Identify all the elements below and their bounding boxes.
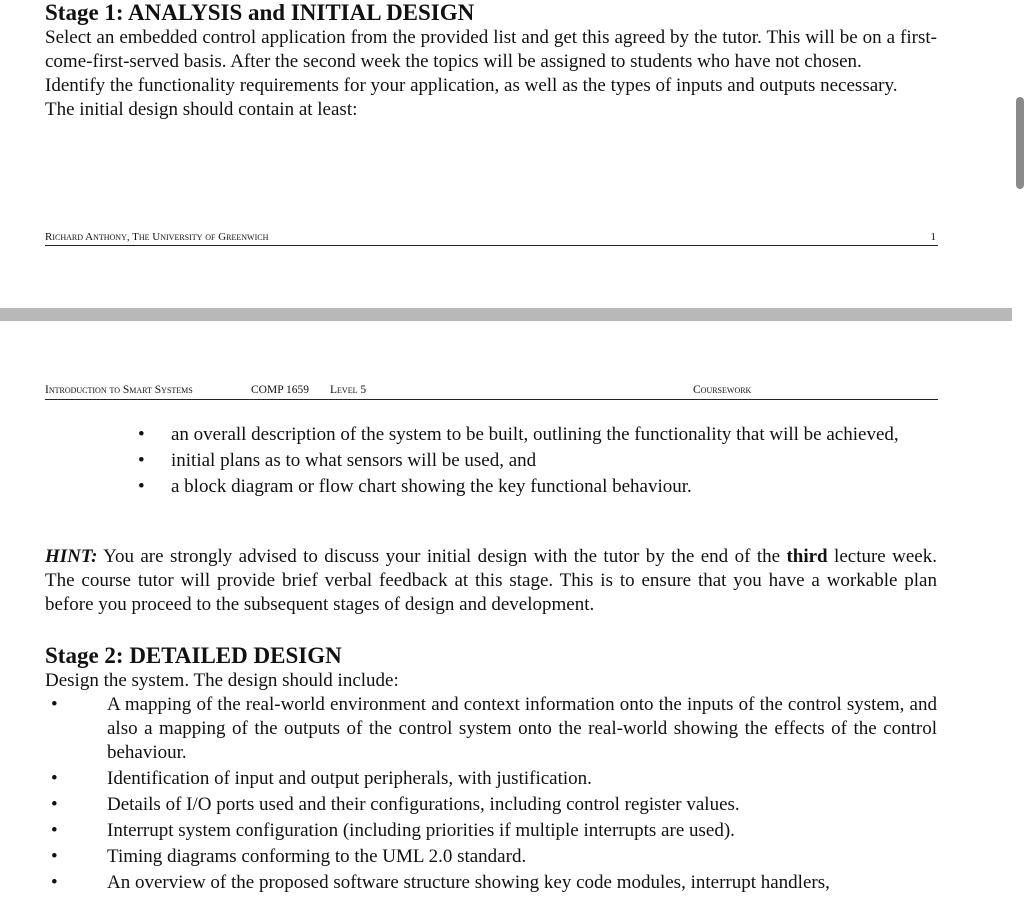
- stage2-intro: Design the system. The design should include:: [45, 670, 399, 691]
- list-item: [45, 871, 937, 895]
- list-item: [128, 449, 938, 473]
- list-item: [45, 845, 937, 869]
- hint-label: HINT:: [45, 546, 98, 567]
- header-title: Introduction to Smart Systems: [45, 384, 193, 396]
- page1-body: [45, 0, 937, 122]
- stage2-section: [45, 643, 937, 897]
- list-item: [45, 693, 937, 765]
- bullet-icon: •: [51, 872, 58, 893]
- stage1-para-select: Select an embedded control application from the provided list and get this agreed by the tutor. This will be on a first-come-first-served basis. After the second week the topics will be assigned to students who have not chosen.: [45, 27, 937, 72]
- bullet-icon: •: [138, 424, 145, 445]
- list-item: [45, 819, 937, 843]
- header-course-code: COMP 1659: [251, 384, 310, 396]
- bullet-icon: •: [51, 768, 58, 789]
- hint-text-after: lecture week. The course tutor will provide brief verbal feedback at this stage. This is to ensure that you have a workable plan before you proceed to the subsequent stages of design and development.: [45, 546, 937, 615]
- stage1-para-identify: Identify the functionality requirements for your application, as well as the types of inputs and outputs necessary.: [45, 75, 898, 96]
- hint-paragraph: [45, 545, 937, 617]
- stage1-heading: Stage 1: ANALYSIS and INITIAL DESIGN: [45, 0, 475, 25]
- list-item-text: Identification of input and output peripherals, with justification.: [107, 768, 592, 789]
- stage1-para-initial-design: The initial design should contain at least:: [45, 99, 358, 120]
- scrollbar-thumb[interactable]: [1016, 97, 1024, 189]
- hint-text-before: You are strongly advised to discuss your initial design with the tutor by the end of the: [97, 546, 787, 567]
- list-item-text: Timing diagrams conforming to the UML 2.0 standard.: [107, 846, 527, 867]
- hint-emphasis: third: [786, 546, 828, 567]
- header-level: Level 5: [330, 384, 367, 396]
- list-item-text: an overall description of the system to be built, outlining the functionality that will be achieved,: [171, 424, 899, 445]
- footer-author: Richard Anthony, The University of Greenwich: [45, 231, 269, 243]
- stage1-requirements-list: [128, 423, 938, 501]
- bullet-icon: •: [51, 794, 58, 815]
- list-item: [45, 793, 937, 817]
- bullet-icon: •: [51, 820, 58, 841]
- list-item-text: a block diagram or flow chart showing the key functional behaviour.: [171, 476, 692, 497]
- stage2-heading: Stage 2: DETAILED DESIGN: [45, 643, 342, 668]
- list-item-text: initial plans as to what sensors will be used, and: [171, 450, 537, 471]
- list-item-text: A mapping of the real-world environment and context information onto the inputs of the control system, and also a mapping of the outputs of the control system onto the real-world showing the effects of the control behaviour.: [107, 694, 937, 763]
- bullet-icon: •: [138, 450, 145, 471]
- stage2-design-list: [45, 693, 937, 895]
- list-item-text: Interrupt system configuration (including priorities if multiple interrupts are used).: [107, 820, 735, 841]
- list-item: [128, 475, 938, 499]
- page-separator: [0, 308, 1012, 321]
- bullet-icon: •: [138, 476, 145, 497]
- bullet-icon: •: [51, 846, 58, 867]
- list-item-text: An overview of the proposed software structure showing key code modules, interrupt handlers,: [107, 872, 830, 893]
- bullet-icon: •: [51, 694, 58, 715]
- footer-page-number: 1: [930, 231, 936, 243]
- list-item: [45, 767, 937, 791]
- header-coursework: Coursework: [693, 384, 752, 396]
- list-item: [128, 423, 938, 447]
- list-item-text: Details of I/O ports used and their configurations, including control register values.: [107, 794, 740, 815]
- page1-footer: [45, 229, 938, 246]
- page2-header: [45, 382, 938, 400]
